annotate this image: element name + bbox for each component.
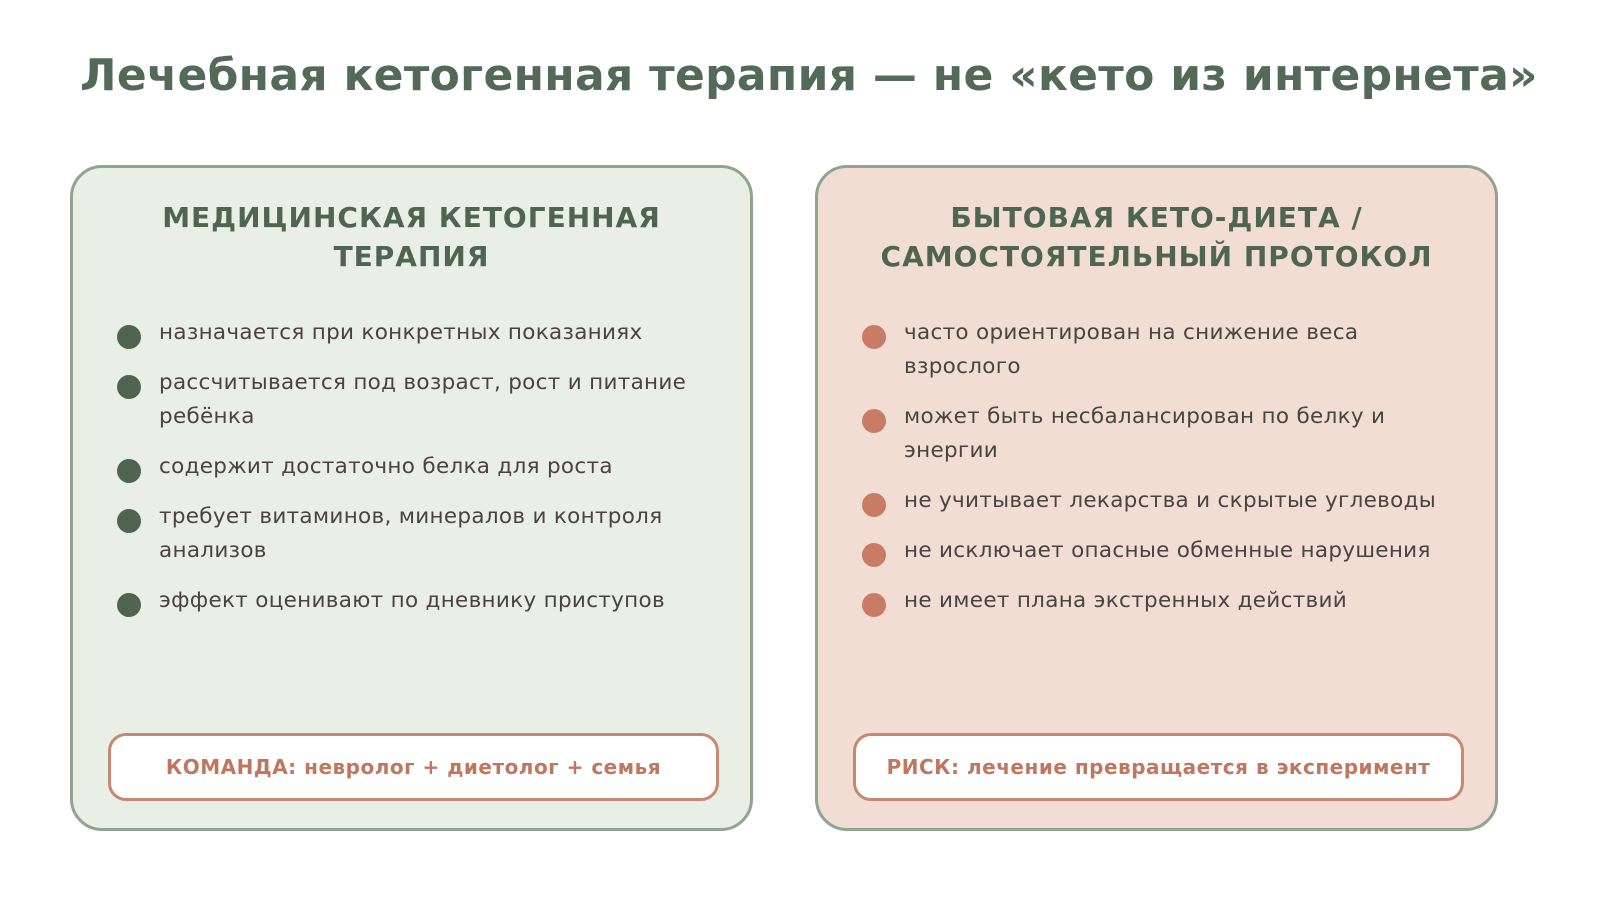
card-title: [818, 198, 1495, 276]
list-item: [115, 500, 730, 568]
list-item-text: рассчитывается под возраст, рост и питание ребёнка: [159, 370, 687, 429]
list-item: [860, 534, 1475, 568]
list-item: [115, 584, 730, 618]
list-item-text: не исключает опасные обменные нарушения: [904, 538, 1431, 563]
bullet-dot-icon: [117, 509, 141, 533]
bullet-list: [860, 316, 1475, 634]
card-title-line: ТЕРАПИЯ: [333, 240, 490, 273]
risk-note-box: РИСК: лечение превращается в эксперимент: [853, 733, 1464, 801]
list-item: [860, 484, 1475, 518]
list-item-text: требует витаминов, минералов и контроля анализов: [159, 504, 663, 563]
medical-keto-card: [70, 165, 753, 831]
bullet-dot-icon: [117, 375, 141, 399]
card-title: [73, 198, 750, 276]
bullet-dot-icon: [117, 459, 141, 483]
bullet-dot-icon: [862, 409, 886, 433]
list-item: [115, 316, 730, 350]
list-item-text: часто ориентирован на снижение веса взрослого: [904, 320, 1359, 379]
household-keto-card: [815, 165, 1498, 831]
list-item: [860, 316, 1475, 384]
list-item-text: не имеет плана экстренных действий: [904, 588, 1348, 613]
card-title-line: САМОСТОЯТЕЛЬНЫЙ ПРОТОКОЛ: [880, 240, 1433, 273]
list-item-text: содержит достаточно белка для роста: [159, 454, 613, 479]
list-item-text: не учитывает лекарства и скрытые углеводы: [904, 488, 1437, 513]
list-item: [860, 400, 1475, 468]
list-item: [115, 366, 730, 434]
list-item: [860, 584, 1475, 618]
bullet-dot-icon: [117, 325, 141, 349]
card-title-line: МЕДИЦИНСКАЯ КЕТОГЕННАЯ: [162, 201, 661, 234]
bullet-dot-icon: [862, 543, 886, 567]
bullet-dot-icon: [862, 593, 886, 617]
list-item-text: назначается при конкретных показаниях: [159, 320, 643, 345]
list-item-text: может быть несбалансирован по белку и энергии: [904, 404, 1386, 463]
card-title-line: БЫТОВАЯ КЕТО-ДИЕТА /: [950, 201, 1363, 234]
bullet-list: [115, 316, 730, 634]
list-item-text: эффект оценивают по дневнику приступов: [159, 588, 665, 613]
bullet-dot-icon: [117, 593, 141, 617]
list-item: [115, 450, 730, 484]
bullet-dot-icon: [862, 493, 886, 517]
page-title: Лечебная кетогенная терапия — не «кето из интернета»: [80, 50, 1538, 101]
bullet-dot-icon: [862, 325, 886, 349]
team-note-box: КОМАНДА: невролог + диетолог + семья: [108, 733, 719, 801]
